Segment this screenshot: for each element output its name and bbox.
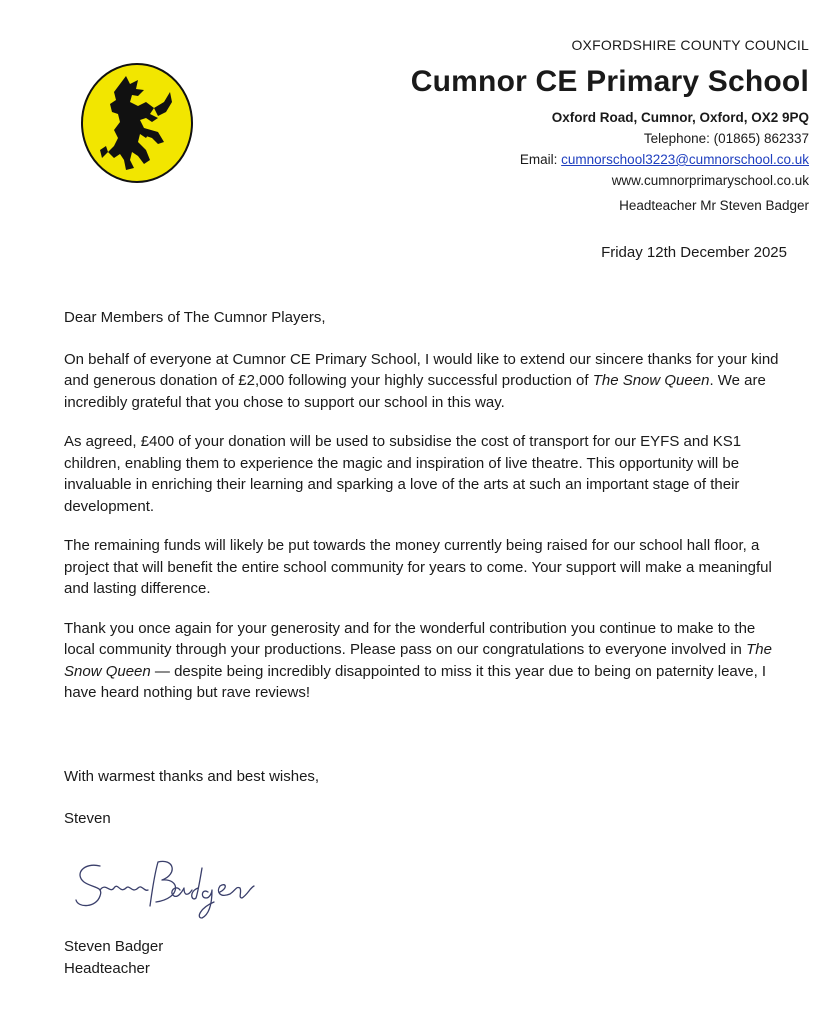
paragraph-congratulations-text-b: — despite being incredibly disappointed to miss it this year due to being on paternity leave, I have heard nothing but rave reviews! (64, 662, 767, 701)
school-crest-logo (80, 62, 194, 184)
school-name: Cumnor CE Primary School (410, 65, 809, 98)
letterhead (249, 36, 809, 216)
headteacher-line: Headteacher Mr Steven Badger (619, 198, 809, 213)
paragraph-transport: As agreed, £400 of your donation will be used to subsidise the cost of transport for our EYFS and KS1 children, enabling them to experience the magic and inspiration of live theatre. This opportunity will be invaluable in enriching their learning and sparking a love of the arts at such an important stage of their development. (64, 433, 742, 515)
signoff-name: Steven (64, 810, 111, 827)
paragraph-congratulations-text-a: Thank you once again for your generosity and for the wonderful contribution you continue to make to the local community through your productions. Please pass on our congratulations to everyone involved in (64, 619, 756, 658)
paragraph-thanks-text-a: On behalf of everyone at Cumnor CE Primary School, I would like to extend our sincere thanks for your kind and generous donation of £2,000 following your highly successful production of (64, 350, 779, 389)
signature-block (64, 936, 163, 980)
paragraph-thanks (64, 349, 784, 414)
production-title: The Snow Queen (592, 372, 710, 389)
paragraph-congratulations (64, 618, 784, 704)
paragraph-hall-floor: The remaining funds will likely be put towards the money currently being raised for our school hall floor, a project that will benefit the entire school community for years to come. Your support will make a meaningful and lasting difference. (64, 537, 772, 597)
school-telephone: Telephone: (01865) 862337 (643, 131, 809, 146)
paragraph-thanks-text-b: . We are incredibly grateful that you chose to support our school in this way. (64, 372, 766, 411)
letter-body (64, 307, 784, 722)
school-website[interactable]: www.cumnorprimaryschool.co.uk (611, 173, 809, 188)
salutation: Dear Members of The Cumnor Players, (64, 309, 326, 326)
handwritten-signature (70, 852, 260, 922)
email-link[interactable]: cumnorschool3223@cumnorschool.co.uk (561, 152, 809, 167)
signer-title: Headteacher (64, 960, 150, 977)
signer-name: Steven Badger (64, 938, 164, 955)
letter-date: Friday 12th December 2025 (601, 244, 787, 261)
email-label: Email: (519, 152, 562, 167)
school-email (249, 149, 809, 170)
production-title: The Snow Queen (64, 641, 772, 680)
council-name: OXFORDSHIRE COUNTY COUNCIL (571, 37, 809, 53)
school-address: Oxford Road, Cumnor, Oxford, OX2 9PQ (551, 110, 809, 125)
closing-line: With warmest thanks and best wishes, (64, 768, 320, 785)
